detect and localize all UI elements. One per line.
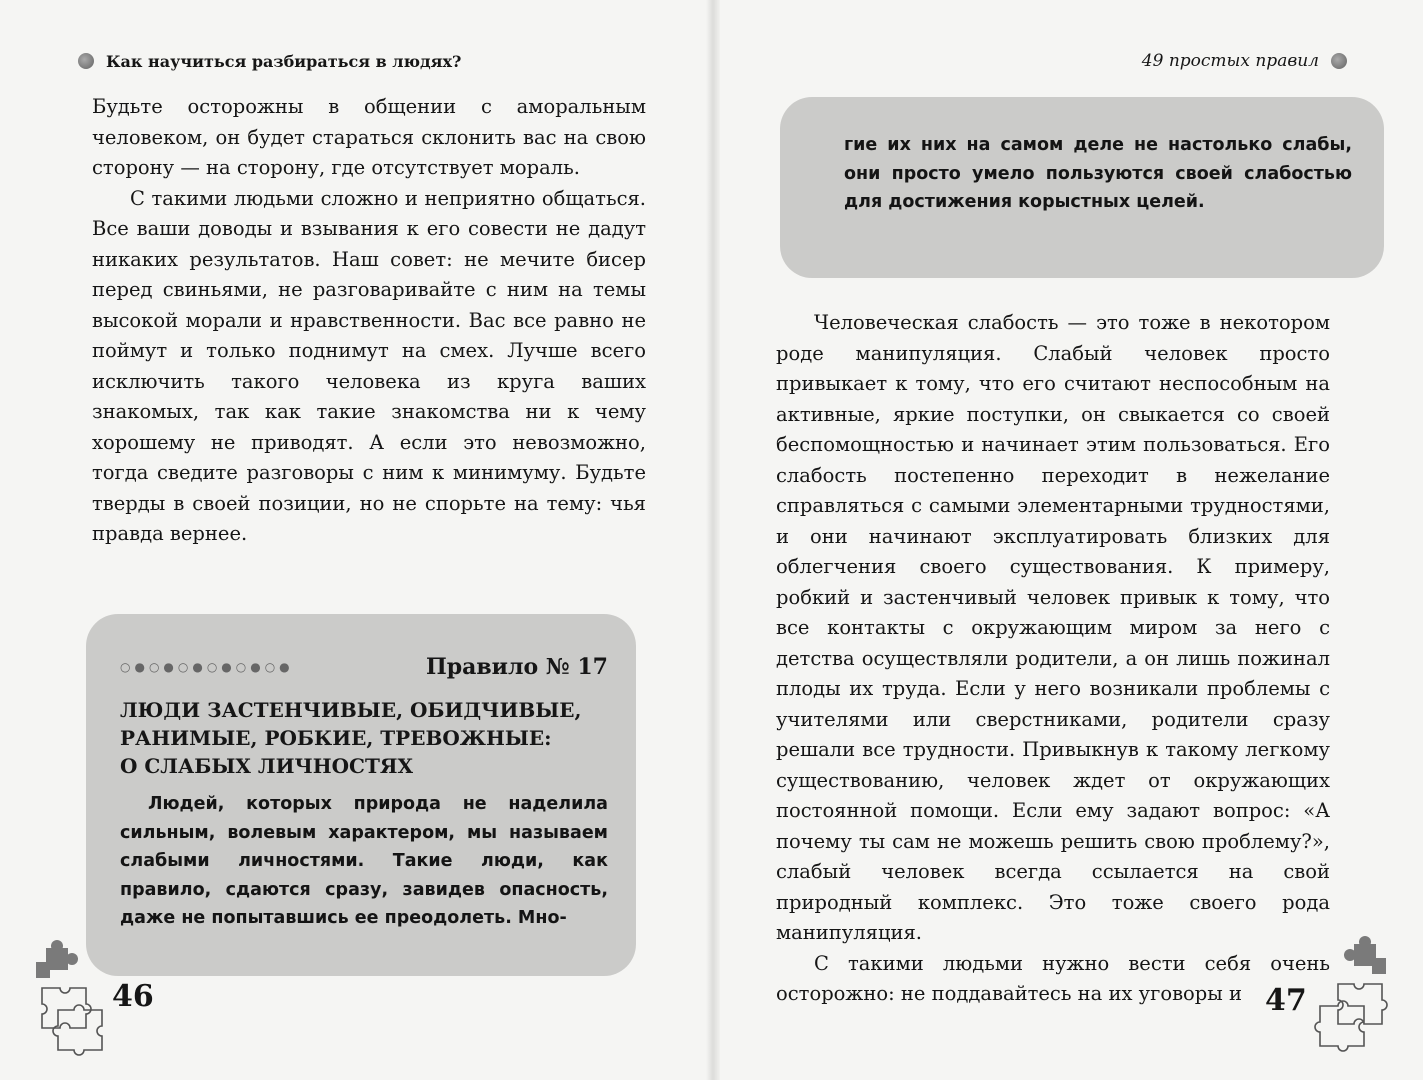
dotted-ornament-icon: ○●○●○●○●○●○● (120, 660, 294, 674)
rule-title-row (120, 654, 608, 680)
right-paragraph-1: Человеческая слабость — это тоже в некотором роде манипуляция. Слабый человек просто привыкает к тому, что его считают неспособным на активные, яркие поступки, он свыкается со своей беспомощностью и начинает этим пользоваться. Его слабость постепенно переходит в нежелание справляться с самыми элементарными трудностями, и они начинают эксплуатировать близких для облегчения своего существования. К примеру, робкий и застенчивый человек привык к тому, что все контакты с окружающим миром за него с детства осуществляли родители, а он лишь пожинал плоды их труда. Если у него возникали проблемы с учителями или сверстниками, родители сразу решали все трудности. Привыкнув к такому легкому существованию, человек ждет от окружающих постоянной помощи. Если ему задают вопрос: «А почему ты сам не можешь решить свою проблему?», слабый человек всегда ссылается на свой природный комплекс. Это тоже своего рода манипуляция. (776, 311, 1330, 944)
right-running-head (1142, 48, 1347, 74)
rule-box-continuation-wrap (844, 131, 1352, 217)
book-gutter (706, 0, 720, 1080)
rule-number: Правило № 17 (425, 654, 608, 680)
rule-heading: ЛЮДИ ЗАСТЕНЧИВЫЕ, ОБИДЧИВЫЕ, РАНИМЫЕ, РОБКИЕ, ТРЕВОЖНЫЕ: О СЛАБЫХ ЛИЧНОСТЯХ (120, 698, 582, 778)
right-page-number: 47 (1265, 983, 1307, 1018)
left-paragraph-2: С такими людьми сложно и неприятно общаться. Все ваши доводы и взывания к его совести не дадут никаких результатов. Наш совет: не мечите бисер перед свиньями, не разговаривайте с ним на темы высокой морали и нравственности. Вас все равно не поймут и только поднимут на смех. Лучше всего исключить такого человека из круга ваших знакомых, так как такие знакомства ни к чему хорошему не приводят. А если это невозможно, тогда сведите разговоры с ним к минимуму. Будьте тверды в своей позиции, но не спорьте на тему: чья правда вернее. (92, 186, 646, 545)
rule-box-continuation (780, 97, 1384, 278)
right-page (720, 0, 1423, 1080)
puzzle-pieces-icon (1310, 936, 1396, 1052)
grey-dot-icon (1331, 53, 1347, 69)
rule-box-continuation-text: гие их них на самом деле не настолько слабы, они просто умело пользуются своей слабостью для достижения корыстных целей. (844, 135, 1352, 212)
right-paragraph-2: С такими людьми нужно вести себя очень осторожно: не поддавайтесь на их уговоры и (776, 951, 1330, 1005)
puzzle-pieces-icon (28, 940, 114, 1056)
left-paragraph-1: Будьте осторожны в общении с аморальным человеком, он будет стараться склонить вас на свою сторону — на сторону, где отсутствует мораль. (92, 95, 646, 179)
left-body-text (92, 92, 646, 550)
left-page-number: 46 (112, 979, 154, 1014)
right-body-text (776, 308, 1330, 1010)
left-running-head-text: Как научиться разбираться в людях? (106, 51, 462, 71)
left-page (0, 0, 706, 1080)
rule-box (86, 614, 636, 976)
grey-dot-icon (78, 53, 94, 69)
left-running-head (78, 48, 461, 74)
right-running-head-text: 49 простых правил (1141, 51, 1319, 71)
rule-box-text: Людей, которых природа не наделила сильным, волевым характером, мы называем слабыми личностями. Такие люди, как правило, сдаются сразу, завидев опасность, даже не попытавшись ее преодолеть. Мно- (120, 794, 608, 928)
rule-box-text-wrap (120, 790, 608, 933)
